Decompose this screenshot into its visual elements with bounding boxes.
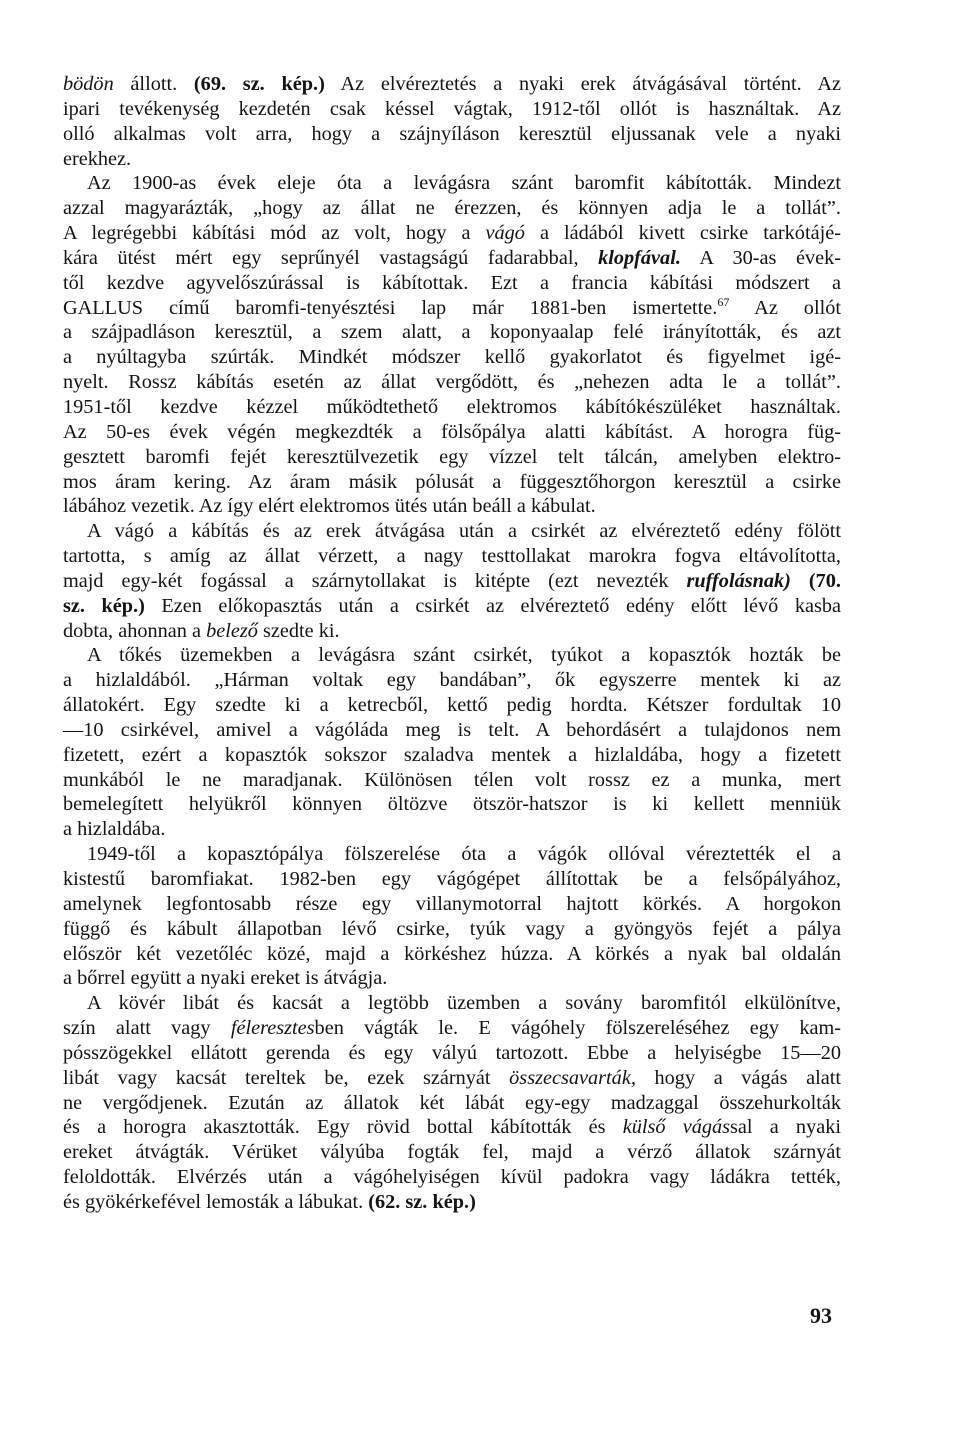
text-line xyxy=(63,420,841,445)
text-segment: sal a nyaki xyxy=(730,1116,841,1139)
text-segment: majd egy-két fogással a szárnytollakat is kitépte (ezt nevezték xyxy=(63,569,687,592)
text-segment: fizetett, ezért a kopasztók sokszor szaladva mentek a hizlaldába, hogy a fizetett xyxy=(63,743,841,766)
text-line xyxy=(63,72,841,97)
text-segment: ne vergődjenek. Ezután az állatok két lábát egy-egy madzaggal összehurkolták xyxy=(63,1091,841,1114)
text-line xyxy=(63,1091,841,1116)
text-line xyxy=(63,1115,841,1140)
text-segment: a bőrrel együtt a nyaki ereket is átvágja. xyxy=(63,967,388,990)
text-line xyxy=(63,519,841,544)
text-line xyxy=(63,147,841,172)
text-line xyxy=(63,320,841,345)
text-segment: vágó xyxy=(485,222,525,245)
text-segment: klopfával. xyxy=(598,246,681,269)
text-segment: a nyúltagyba szúrták. Mindkét módszer kellő gyakorlatot és figyelmet igé- xyxy=(63,346,841,369)
text-segment: mos áram kering. Az áram másik pólusát a függesztőhorgon keresztül a csirke xyxy=(63,470,841,493)
text-segment: dobta, ahonnan a xyxy=(63,619,207,642)
text-segment: a hizlaldába. xyxy=(63,818,166,841)
text-line xyxy=(63,544,841,569)
text-segment: A tőkés üzemekben a levágásra szánt csirkét, tyúkot a kopasztók hozták be xyxy=(87,644,841,667)
text-line xyxy=(63,892,841,917)
text-segment: ruffolásnak) xyxy=(686,569,791,592)
text-segment: 1949-től a kopasztópálya fölszerelése óta a vágók ollóval véreztették el a xyxy=(87,843,841,866)
page-number: 93 xyxy=(810,1303,832,1328)
text-line xyxy=(63,743,841,768)
text-segment: Az elvéreztetés a nyaki erek átvágásával történt. Az xyxy=(324,73,841,95)
text-segment: —10 csirkével, amivel a vágóláda meg is telt. A behordásért a tulajdonos nem xyxy=(63,718,841,741)
text-line xyxy=(63,221,841,246)
text-segment xyxy=(791,570,809,592)
text-segment: Az 1900-as évek eleje óta a levágásra szánt baromfit kábították. Mindezt xyxy=(87,172,841,195)
text-line xyxy=(63,122,841,147)
text-segment: GALLUS című baromfi-tenyésztési lap már 1881-ben ismertette. xyxy=(63,296,718,319)
text-line xyxy=(63,668,841,693)
text-segment: bödön xyxy=(63,73,114,95)
text-segment: A vágó a kábítás és az erek átvágása után a csirkét az elvéreztető edény fölött xyxy=(87,520,841,543)
text-segment: feloldották. Elvérzés után a vágóhelyiségen kívül padokra vagy ládákra tették, xyxy=(63,1166,841,1189)
text-segment: féleresztes xyxy=(230,1017,315,1040)
text-line xyxy=(63,991,841,1016)
text-segment: állatokért. Egy szedte ki a ketrecből, kettő pedig hordta. Kétszer fordultak 10 xyxy=(63,694,841,717)
text-line xyxy=(63,1016,841,1041)
text-segment: munkából le ne maradjanak. Különösen télen volt rossz ez a munka, mert xyxy=(63,768,841,791)
text-line xyxy=(63,643,841,668)
text-line xyxy=(63,966,841,991)
text-line xyxy=(63,271,841,296)
text-line xyxy=(63,1140,841,1165)
text-segment: lábához vezetik. Az így elért elektromos ütés után beáll a kábulat. xyxy=(63,495,596,518)
text-line xyxy=(63,619,841,644)
text-segment: külső vágás xyxy=(622,1116,731,1139)
text-segment: hogy a vágás alatt xyxy=(635,1066,841,1089)
text-segment: ereket átvágták. Vérüket vályúba fogták fel, majd a vérző állatok szárnyát xyxy=(63,1141,841,1164)
text-segment: azzal magyarázták, „hogy az állat ne érezzen, és könnyen adja le a tollát”. xyxy=(63,197,841,220)
text-line xyxy=(63,470,841,495)
text-segment: től kezdve agyvelőszúrással is kábítottak. Ezt a francia kábítási módszert a xyxy=(63,271,841,294)
text-segment: kára ütést mért egy seprűnyél vastagságú fadarabbal, xyxy=(63,246,599,269)
text-segment: Ezen előkopasztás után a csirkét az elvéreztető edény előtt lévő kasba xyxy=(144,594,842,617)
text-segment: szedte ki. xyxy=(257,619,340,642)
text-line xyxy=(63,569,841,594)
text-segment: (70. xyxy=(808,569,841,592)
text-segment: és gyökérkefével lemosták a lábukat. xyxy=(63,1190,369,1213)
text-line xyxy=(63,1041,841,1066)
text-line xyxy=(63,445,841,470)
text-segment: 67 xyxy=(717,294,730,309)
text-line xyxy=(63,345,841,370)
text-segment: libát vagy kacsát tereltek be, ezek szárnyát xyxy=(63,1066,510,1089)
text-segment: kistestű baromfiakat. 1982-ben egy vágógépet állítottak be a felsőpályához, xyxy=(63,868,841,890)
text-segment: összecsavarták, xyxy=(509,1066,636,1089)
text-segment: függő és kábult állapotban lévő csirke, tyúk vagy a gyöngyös fejét a pálya xyxy=(63,917,841,940)
text-segment: állott. xyxy=(113,73,194,95)
text-segment: gesztett baromfi fejét keresztülvezetik egy vízzel telt tálcán, amelyben elektro- xyxy=(63,445,841,468)
text-line xyxy=(63,792,841,817)
text-line xyxy=(63,494,841,519)
text-line xyxy=(63,171,841,196)
text-segment: tartotta, s amíg az állat vérzett, a nagy testtollakat marokra fogva eltávolította, xyxy=(63,545,841,568)
text-segment: bemelegített helyükről könnyen öltözve ötször-hatszor is ki kellett menniük xyxy=(63,793,841,816)
text-segment: a ládából kivett csirke tarkótájé- xyxy=(524,222,841,245)
text-line xyxy=(63,817,841,842)
text-line xyxy=(63,370,841,395)
text-line xyxy=(63,1190,841,1215)
text-line xyxy=(63,867,841,892)
text-segment: pósszögekkel ellátott gerenda és egy vályú tartozott. Ebbe a helyiségbe 15—20 xyxy=(63,1041,841,1064)
text-segment: A kövér libát és kacsát a legtöbb üzemben a sovány baromfitól elkülönítve, xyxy=(87,992,841,1015)
text-segment: sz. kép.) xyxy=(63,594,145,617)
text-segment: A legrégebbi kábítási mód az volt, hogy a xyxy=(63,222,486,245)
text-segment: A 30-as évek- xyxy=(680,246,841,269)
text-segment: Az 50-es évek végén megkezdték a fölsőpálya alatti kábítást. A horogra füg- xyxy=(63,420,841,443)
text-segment: és a horogra akasztották. Egy rövid bottal kábították és xyxy=(63,1116,623,1139)
text-segment: Az ollót xyxy=(729,296,841,319)
text-line xyxy=(63,594,841,619)
text-line xyxy=(63,942,841,967)
text-segment: amelynek legfontosabb része egy villanymotorral hajtott körkés. A horgokon xyxy=(63,892,841,915)
text-segment: nyelt. Rossz kábítás esetén az állat vergődött, és „nehezen adta le a tollát”. xyxy=(63,371,841,394)
text-segment: szín alatt vagy xyxy=(63,1017,231,1040)
text-segment: ipari tevékenység kezdetén csak késsel vágtak, 1912-től ollót is használtak. Az xyxy=(63,97,841,120)
text-segment: erekhez. xyxy=(63,147,132,170)
text-line xyxy=(63,917,841,942)
text-segment: a szájpadláson keresztül, a szem alatt, a koponyaalap felé irányították, és azt xyxy=(63,321,841,344)
page-body xyxy=(63,72,841,1412)
text-line xyxy=(63,1066,841,1091)
text-line xyxy=(63,97,841,122)
text-segment: olló alkalmas volt arra, hogy a szájnyíláson keresztül eljussanak vele a nyaki xyxy=(63,122,841,145)
text-line xyxy=(63,246,841,271)
text-line xyxy=(63,395,841,420)
text-line xyxy=(63,196,841,221)
text-segment: 1951-től kezdve kézzel működtethető elektromos kábítókészüléket használtak. xyxy=(63,395,841,418)
text-line xyxy=(63,842,841,867)
text-segment: (62. sz. kép.) xyxy=(368,1190,476,1213)
text-line xyxy=(63,1165,841,1190)
text-segment: belező xyxy=(206,619,258,642)
text-line xyxy=(63,718,841,743)
text-segment: a hizlaldából. „Hárman voltak egy bandában”, ők egyszerre mentek ki az xyxy=(63,669,841,692)
text-segment: ben vágták le. E vágóhely fölszereléséhez egy kam- xyxy=(314,1017,841,1040)
text-segment: (69. sz. kép.) xyxy=(193,73,325,95)
text-segment: először két vezetőléc közé, majd a körkéshez húzza. A körkés a nyak bal oldalán xyxy=(63,942,841,965)
text-line xyxy=(63,693,841,718)
text-line xyxy=(63,296,841,321)
text-line xyxy=(63,768,841,793)
